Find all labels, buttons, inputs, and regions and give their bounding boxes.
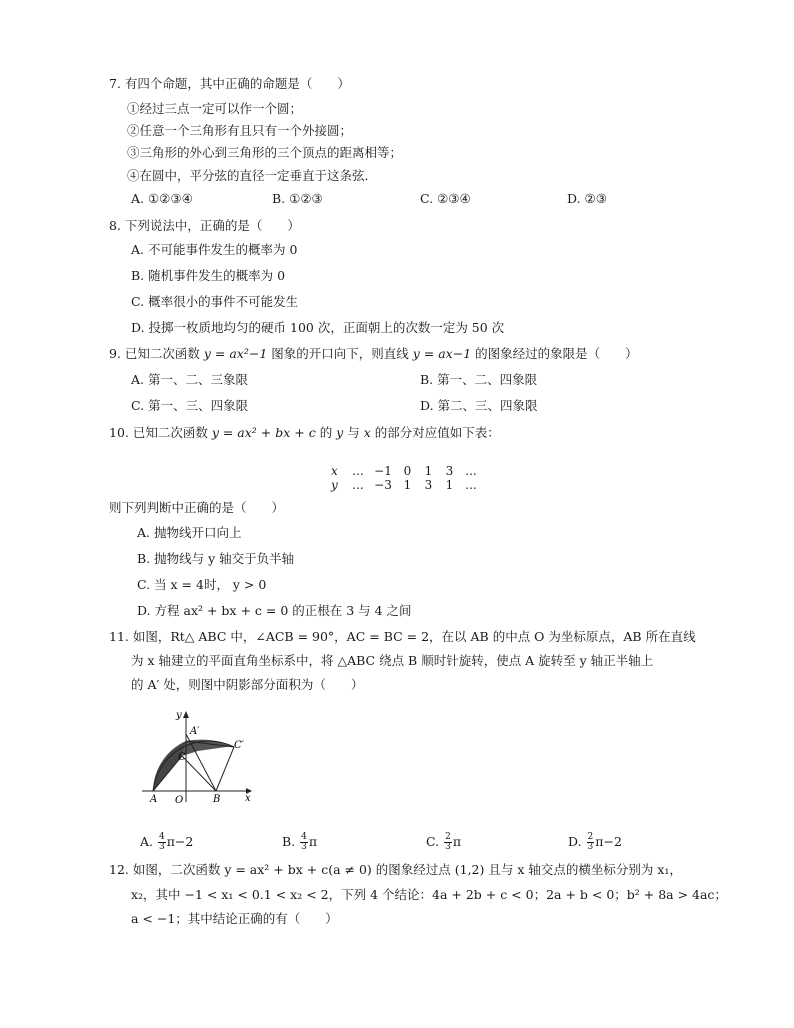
q9-function-expr: y = ax²−1 [203,346,268,361]
q10-stem-part-4: 的部分对应值如下表： [370,425,500,440]
q11-option-d [568,833,622,852]
label-a: A [150,794,158,805]
label-c: C [178,752,186,763]
q10-var-x: x [363,425,371,440]
q7-statement-2: ②任意一个三角形有且只有一个外接圆； [127,123,353,138]
q7-statement-1: ①经过三点一定可以作一个圆； [127,101,303,116]
q10-option-d: D. 方程 ax² + bx + c = 0 的正根在 3 与 4 之间 [137,603,412,618]
q10-judge: 则下列判断中正确的是（ ） [109,500,285,515]
table-cell: −3 [374,478,392,492]
q11-option-c [426,833,461,852]
q10-stem-part-2: 的 [315,425,337,440]
q8-stem: 8. 下列说法中，正确的是（ ） [109,218,300,233]
segment-b-c-prime [216,747,234,791]
table-cell: 1 [445,478,454,492]
table-cell: 3 [424,478,433,492]
q10-stem-part-3: 与 [343,425,364,440]
table-cell: ... [465,478,477,492]
label-a-prime: A′ [190,726,200,737]
numerator: 2 [445,832,451,842]
q11-line-3: 的 A′ 处，则图中阴影部分面积为（ ） [131,677,364,692]
q11-figure [138,706,254,806]
label-b: B [213,794,221,805]
denominator: 3 [587,842,594,852]
label-y: y [176,710,182,721]
q7-option-b: B. ①②③ [272,191,323,206]
numerator: 4 [301,832,307,842]
q11-option-b [282,833,317,852]
q11-option-c-letter: C. [426,834,444,849]
q9-option-a: A. 第一、二、三象限 [131,372,248,387]
q10-function-expr: y = ax² + bx + c [211,425,316,440]
q9-stem [109,346,638,362]
table-cell: ... [465,464,477,478]
table-head-y: y [331,478,338,492]
q7-option-a: A. ①②③④ [131,191,193,206]
table-cell: −1 [374,464,392,478]
q11-option-a-tail: π−2 [166,834,194,849]
q11-option-a-letter: A. [140,834,157,849]
label-c-prime: C′ [234,740,244,751]
q7-stem: 7. 有四个命题，其中正确的命题是（ ） [109,76,350,91]
table-row-y [331,478,482,492]
q11-line-2: 为 x 轴建立的平面直角坐标系中，将 △ABC 绕点 B 顺时针旋转，使点 A 旋转至 y 轴正半轴上 [131,653,654,668]
table-cell: 0 [403,464,412,478]
q11-option-b-tail: π [308,834,318,849]
denominator: 3 [301,842,307,852]
q11-line-1: 11. 如图，Rt△ ABC 中，∠ACB = 90°，AC = BC = 2，在以 AB 的中点 O 为坐标原点，AB 所在直线 [109,629,696,644]
q7-option-d: D. ②③ [567,191,607,206]
q11-option-d-tail: π−2 [595,834,622,849]
q9-stem-part-2: 图象的开口向下，则直线 [267,346,413,361]
table-cell: 1 [403,478,412,492]
q11-option-c-tail: π [452,834,462,849]
q7-option-c: C. ②③④ [420,191,471,206]
fraction [587,833,595,852]
q11-option-d-letter: D. [568,834,586,849]
q10-stem-part-1: 10. 已知二次函数 [109,425,212,440]
q10-option-b: B. 抛物线与 y 轴交于负半轴 [137,551,295,566]
shaded-region-upper [182,740,233,756]
table-head-x: x [331,464,338,478]
q10-stem [109,425,500,441]
numerator: 2 [587,832,594,842]
q9-option-c: C. 第一、三、四象限 [131,398,249,413]
table-cell: ... [352,478,364,492]
label-x: x [245,793,251,804]
q7-statement-3: ③三角形的外心到三角形的三个顶点的距离相等； [127,145,403,160]
q12-line-1: 12. 如图，二次函数 y = ax² + bx + c(a ≠ 0) 的图象经过点 (1,2) 且与 x 轴交点的横坐标分别为 x₁， [109,862,682,877]
q9-line-expr: y = ax−1 [412,346,472,361]
table-row-x [331,464,482,478]
q11-option-a [140,833,193,852]
q8-option-d: D. 投掷一枚质地均匀的硬币 100 次，正面朝上的次数一定为 50 次 [131,320,505,335]
q10-option-a: A. 抛物线开口向上 [137,525,242,540]
fraction [300,833,308,852]
table-cell: 1 [424,464,433,478]
q8-option-c: C. 概率很小的事件不可能发生 [131,294,299,309]
numerator: 4 [158,832,165,842]
table-cell: 3 [445,464,454,478]
q7-statement-4: ④在圆中，平分弦的直径一定垂直于这条弦． [127,168,378,183]
denominator: 3 [158,842,165,852]
q9-option-d: D. 第二、三、四象限 [420,398,538,413]
q12-line-3: a < −1；其中结论正确的有（ ） [131,911,338,926]
q9-stem-part-3: 的图象经过的象限是（ ） [471,346,638,361]
denominator: 3 [445,842,451,852]
fraction [158,833,166,852]
q9-stem-part-1: 9. 已知二次函数 [109,346,204,361]
q9-option-b: B. 第一、二、四象限 [420,372,538,387]
q8-option-b: B. 随机事件发生的概率为 0 [131,268,286,283]
q10-var-y: y [336,425,344,440]
fraction [444,833,452,852]
segment-cb [182,756,216,791]
q8-option-a: A. 不可能事件发生的概率为 0 [131,242,298,257]
q10-value-table [331,464,482,492]
q10-option-c: C. 当 x = 4时， y > 0 [137,577,267,592]
y-axis-arrow-icon [183,711,189,718]
q12-line-2: x₂，其中 −1 < x₁ < 0.1 < x₂ < 2，下列 4 个结论：4a + 2b + c < 0；2a + b < 0；b² + 8a > 4ac； [131,887,727,902]
q11-option-b-letter: B. [282,834,300,849]
table-cell: ... [352,464,364,478]
label-o: O [175,795,184,806]
